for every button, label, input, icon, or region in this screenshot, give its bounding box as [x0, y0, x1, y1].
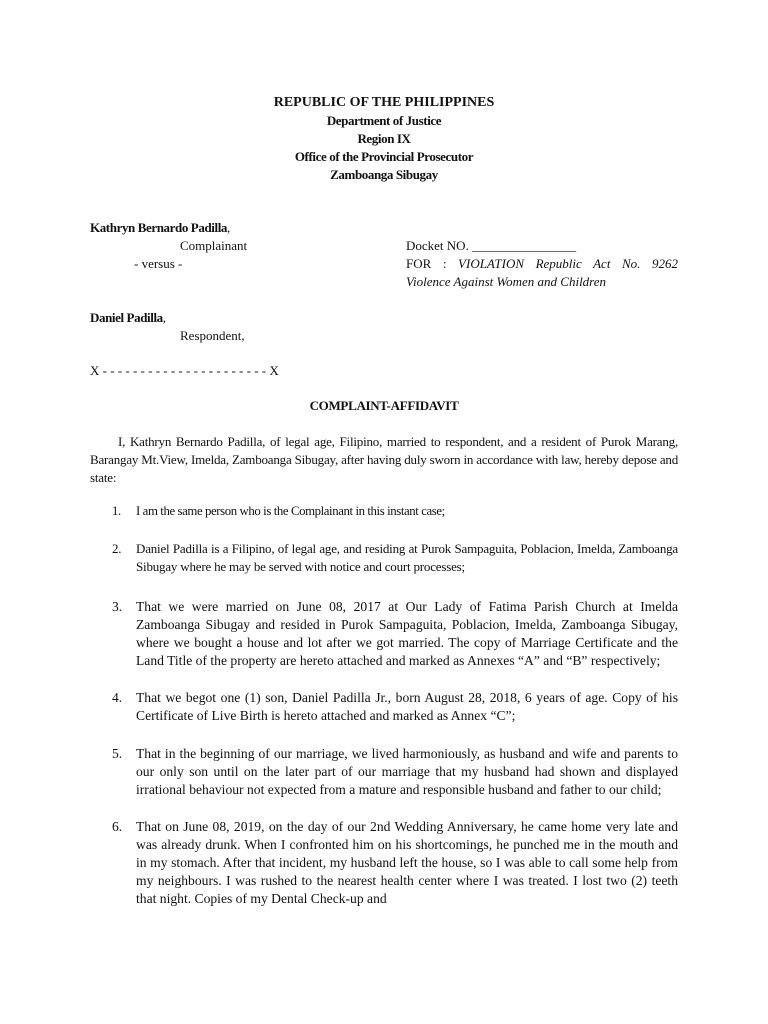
item-text: That on June 08, 2019, on the day of our 2nd Wedding Anniversary, he came home very late and was already drunk. When I confronted him on his shortcomings, he punched me in the mouth and in my stomach. After that incident, my husband left the house, so I was able to call some help from my neighbours. I was rushed to the nearest health center where I was treated. I lost two (2) teeth that night. Copies of my Dental Check-up and	[136, 819, 678, 906]
item-number: 6.	[112, 819, 123, 834]
respondent-line: Daniel Padilla,	[90, 310, 167, 325]
item-number: 2.	[112, 541, 122, 556]
charge-line	[406, 255, 678, 273]
respondent-role: Respondent,	[180, 328, 245, 343]
document-header	[0, 94, 768, 184]
item-number: 4.	[112, 690, 123, 705]
header-province: Zamboanga Sibugay	[330, 167, 438, 182]
docket-number: Docket NO. ________________	[406, 238, 577, 253]
item-text: That in the beginning of our marriage, we lived harmoniously, as husband and wife and parents to our only son until on the later part of our marriage that my husband had shown and displayed irrational behaviour not expected from a mature and responsible husband and father to our child;	[136, 746, 678, 797]
list-item	[90, 689, 678, 725]
item-text: Daniel Padilla is a Filipino, of legal age, and residing at Purok Sampaguita, Poblacion, Imelda, Zamboanga Sibugay where he may be served with notice and court processes;	[136, 541, 678, 574]
allegations-list	[90, 502, 678, 908]
charge-subject: Violence Against Women and Children	[406, 274, 607, 289]
intro-paragraph: I, Kathryn Bernardo Padilla, of legal age, Filipino, married to respondent, and a resident of Purok Marang, Barangay Mt.View, Imelda, Zamboanga Sibugay, after having duly sworn in accordance with law, hereby depose and state:	[90, 434, 678, 485]
document-title: COMPLAINT-AFFIDAVIT	[309, 398, 459, 413]
header-region: Region IX	[357, 131, 411, 146]
versus-label: - versus -	[134, 256, 183, 271]
item-number: 3.	[112, 599, 123, 614]
list-item	[90, 745, 678, 799]
complainant-name: Kathryn Bernardo Padilla	[90, 220, 228, 235]
complainant-role: Complainant	[180, 238, 248, 253]
respondent-name: Daniel Padilla	[90, 310, 163, 325]
list-item	[90, 598, 678, 670]
charge-violation: VIOLATION Republic Act No. 9262	[458, 256, 678, 271]
item-text: I am the same person who is the Complainant in this instant case;	[136, 504, 445, 518]
header-department: Department of Justice	[326, 113, 442, 128]
caption-separator: X - - - - - - - - - - - - - - - - - - - - - - X	[90, 363, 279, 378]
list-item	[90, 540, 678, 576]
item-text: That we begot one (1) son, Daniel Padilla Jr., born August 28, 2018, 6 years of age. Copy of his Certificate of Live Birth is hereto attached and marked as Annex “C”;	[136, 690, 678, 723]
list-item	[90, 818, 678, 908]
item-number: 1.	[112, 504, 121, 518]
for-label: FOR :	[406, 256, 447, 271]
item-number: 5.	[112, 746, 123, 761]
complainant-line: Kathryn Bernardo Padilla,	[90, 220, 231, 235]
item-text: That we were married on June 08, 2017 at Our Lady of Fatima Parish Church at Imelda Zamboanga Sibugay and resided in Purok Sampaguita, Poblacion, Imelda, Zamboanga Sibugay, where we bought a house and lot after we got married. The copy of Marriage Certificate and the Land Title of the property are hereto attached and marked as Annexes “A” and “B” respectively;	[136, 599, 678, 668]
header-office: Office of the Provincial Prosecutor	[294, 149, 474, 164]
header-republic: REPUBLIC OF THE PHILIPPINES	[273, 95, 495, 110]
list-item	[90, 502, 678, 520]
